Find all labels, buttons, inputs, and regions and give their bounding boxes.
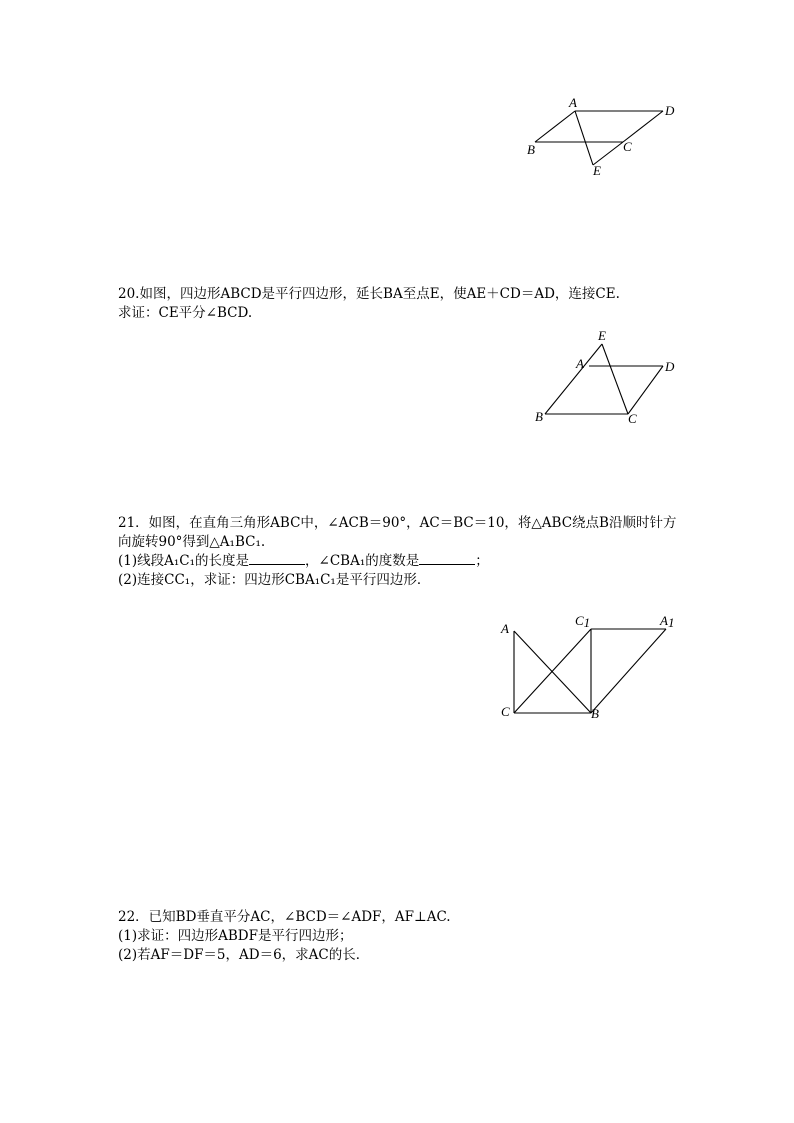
problem-21-part1 [118,552,676,571]
problem-20-prove: 求证：CE平分∠BCD. [118,305,253,321]
edge-dc [623,111,663,142]
label-e: E [598,328,606,343]
part1-text-b: ，∠CBA₁的度数是 [305,553,420,569]
part1-text-a: (1)线段A₁C₁的长度是 [118,553,250,569]
segment-ec [602,344,628,414]
answer-blank-1[interactable] [249,552,305,565]
label-a1: A1 [660,613,675,630]
problem-20 [118,285,620,323]
problem-22-part1: (1)求证：四边形ABDF是平行四边形； [118,928,353,944]
label-a: A [501,621,509,636]
figure-20-parallelogram [530,326,690,430]
problem-21 [118,514,676,590]
label-b: B [535,409,543,424]
answer-blank-2[interactable] [419,552,475,565]
label-c1: C1 [575,613,591,630]
segment-ce [593,142,623,165]
label-e: E [593,163,601,178]
edge-dc [628,366,663,414]
edge-ab [535,111,575,142]
label-b: B [591,706,599,721]
figure-21-rotation [495,608,695,728]
problem-21-statement-cont: 向旋转90°得到△A₁BC₁. [118,534,266,550]
segment-ae [575,111,593,165]
problem-22 [118,908,451,965]
label-b: B [527,142,535,157]
label-d: D [665,103,675,118]
problem-22-part2: (2)若AF＝DF＝5，AD＝6，求AC的长． [118,947,370,963]
label-d: D [665,359,675,374]
problem-20-statement: 20.如图，四边形ABCD是平行四边形，延长BA至点E，使AE＋CD＝AD，连接CE. [118,286,620,302]
problem-22-statement: 22．已知BD垂直平分AC，∠BCD＝∠ADF，AF⊥AC. [118,909,451,925]
label-c: C [628,411,637,426]
label-c: C [501,704,510,719]
figure-19-parallelogram [520,94,690,184]
label-a: A [576,356,584,371]
label-c: C [623,139,632,154]
part1-text-c: ； [475,553,489,569]
edge-a1b [591,629,666,713]
problem-21-statement: 21．如图，在直角三角形ABC中，∠ACB＝90°，AC＝BC＝10，将△ABC绕点B沿顺时针方 [118,515,677,531]
label-a: A [569,95,577,110]
problem-21-part2: (2)连接CC₁，求证：四边形CBA₁C₁是平行四边形． [118,572,431,588]
segment-be [545,344,602,414]
